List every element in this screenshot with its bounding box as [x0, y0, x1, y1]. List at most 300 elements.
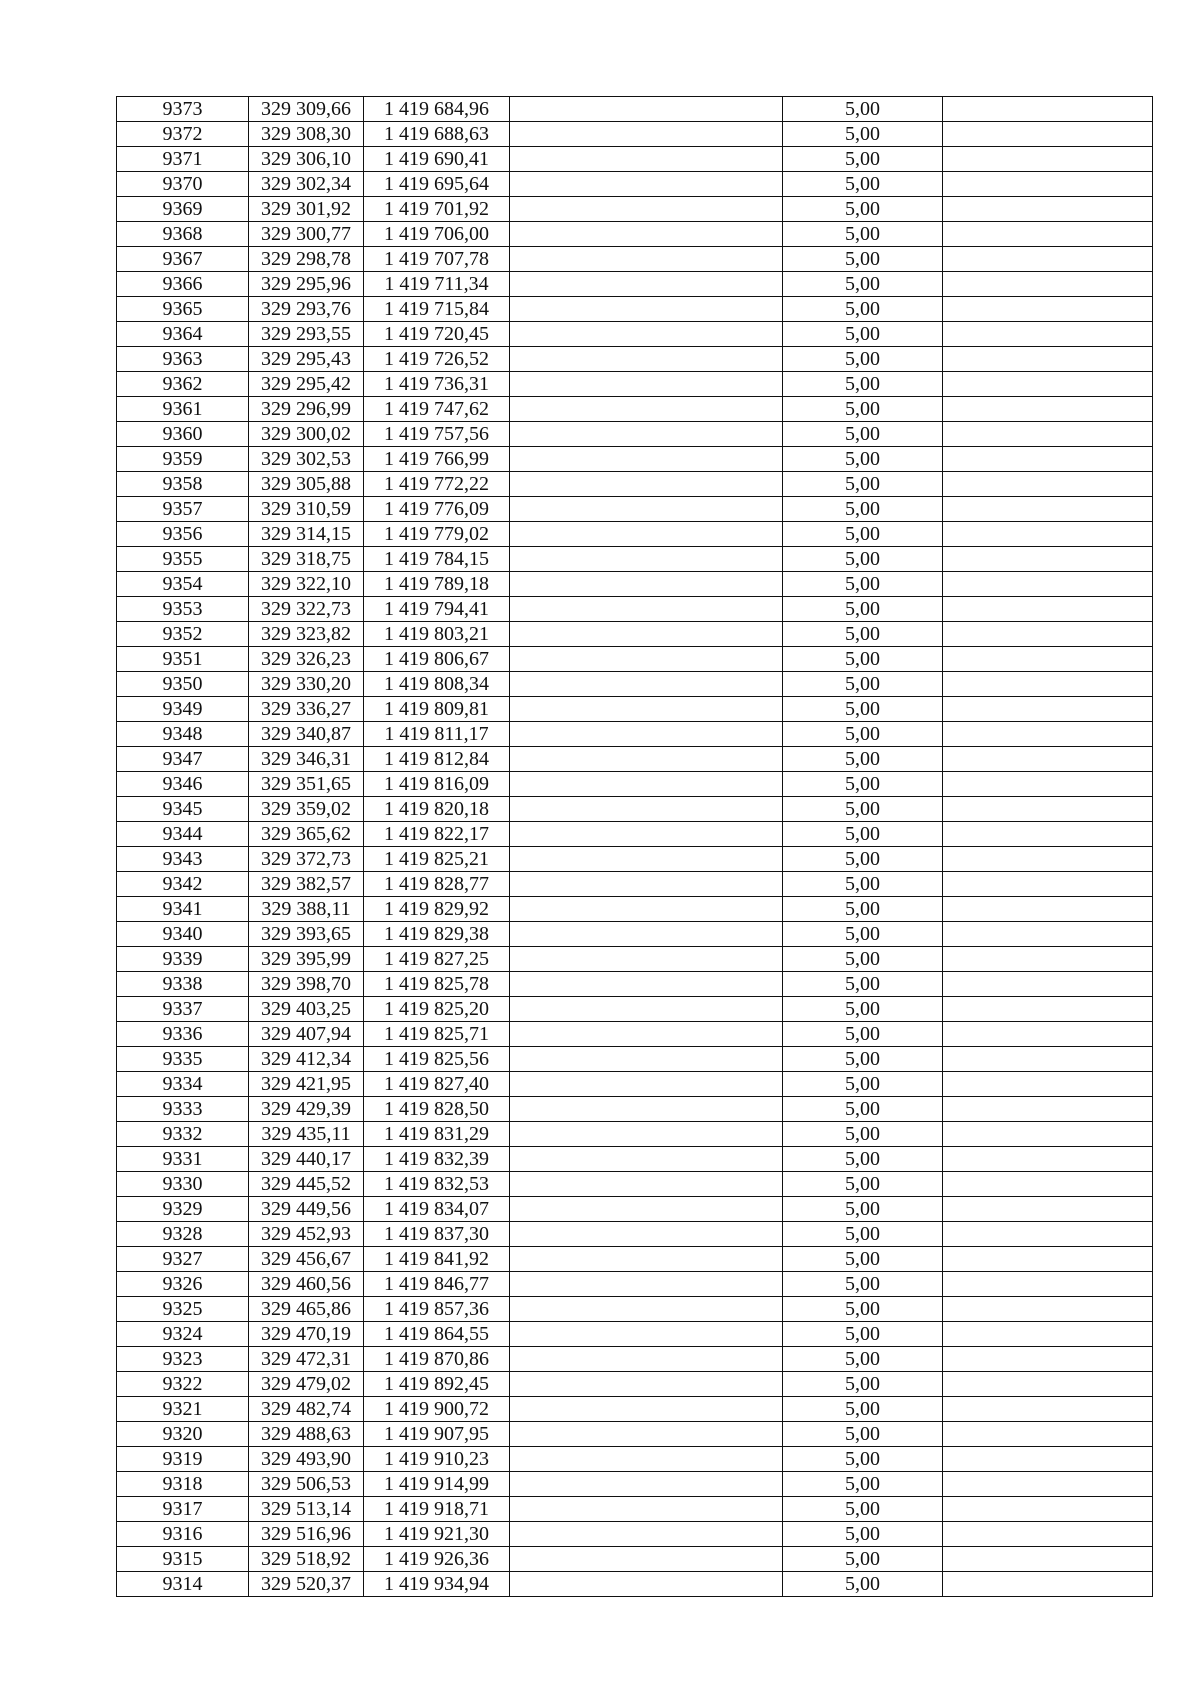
x-coordinate-cell: 329 493,90 [249, 1447, 364, 1472]
table-row [117, 97, 1153, 122]
empty-cell [510, 1422, 783, 1447]
table-row [117, 1097, 1153, 1122]
x-coordinate-cell: 329 407,94 [249, 1022, 364, 1047]
empty-cell [510, 622, 783, 647]
point-number-cell: 9316 [117, 1522, 249, 1547]
value-cell: 5,00 [783, 1222, 943, 1247]
empty-cell [510, 1247, 783, 1272]
y-coordinate-cell: 1 419 808,34 [364, 672, 510, 697]
table-row [117, 1047, 1153, 1072]
value-cell: 5,00 [783, 397, 943, 422]
table-row [117, 1397, 1153, 1422]
value-cell: 5,00 [783, 497, 943, 522]
empty-cell [510, 1197, 783, 1222]
table-row [117, 1222, 1153, 1247]
point-number-cell: 9337 [117, 997, 249, 1022]
value-cell: 5,00 [783, 1572, 943, 1597]
x-coordinate-cell: 329 300,77 [249, 222, 364, 247]
empty-cell [943, 1022, 1153, 1047]
x-coordinate-cell: 329 398,70 [249, 972, 364, 997]
y-coordinate-cell: 1 419 907,95 [364, 1422, 510, 1447]
y-coordinate-cell: 1 419 870,86 [364, 1347, 510, 1372]
empty-cell [943, 1197, 1153, 1222]
empty-cell [943, 1147, 1153, 1172]
table-row [117, 1272, 1153, 1297]
y-coordinate-cell: 1 419 690,41 [364, 147, 510, 172]
point-number-cell: 9341 [117, 897, 249, 922]
x-coordinate-cell: 329 449,56 [249, 1197, 364, 1222]
value-cell: 5,00 [783, 122, 943, 147]
y-coordinate-cell: 1 419 803,21 [364, 622, 510, 647]
empty-cell [510, 1547, 783, 1572]
empty-cell [943, 1072, 1153, 1097]
empty-cell [943, 297, 1153, 322]
x-coordinate-cell: 329 421,95 [249, 1072, 364, 1097]
y-coordinate-cell: 1 419 806,67 [364, 647, 510, 672]
y-coordinate-cell: 1 419 829,38 [364, 922, 510, 947]
point-number-cell: 9329 [117, 1197, 249, 1222]
empty-cell [943, 422, 1153, 447]
value-cell: 5,00 [783, 672, 943, 697]
point-number-cell: 9362 [117, 372, 249, 397]
value-cell: 5,00 [783, 772, 943, 797]
empty-cell [943, 797, 1153, 822]
value-cell: 5,00 [783, 1247, 943, 1272]
table-row [117, 897, 1153, 922]
x-coordinate-cell: 329 513,14 [249, 1497, 364, 1522]
point-number-cell: 9349 [117, 697, 249, 722]
y-coordinate-cell: 1 419 776,09 [364, 497, 510, 522]
empty-cell [510, 1472, 783, 1497]
empty-cell [510, 647, 783, 672]
point-number-cell: 9352 [117, 622, 249, 647]
x-coordinate-cell: 329 340,87 [249, 722, 364, 747]
x-coordinate-cell: 329 445,52 [249, 1172, 364, 1197]
y-coordinate-cell: 1 419 820,18 [364, 797, 510, 822]
value-cell: 5,00 [783, 572, 943, 597]
value-cell: 5,00 [783, 897, 943, 922]
x-coordinate-cell: 329 393,65 [249, 922, 364, 947]
table-row [117, 1322, 1153, 1347]
x-coordinate-cell: 329 305,88 [249, 472, 364, 497]
table-row [117, 647, 1153, 672]
table-row [117, 1247, 1153, 1272]
value-cell: 5,00 [783, 922, 943, 947]
x-coordinate-cell: 329 403,25 [249, 997, 364, 1022]
x-coordinate-cell: 329 440,17 [249, 1147, 364, 1172]
point-number-cell: 9358 [117, 472, 249, 497]
empty-cell [510, 1522, 783, 1547]
table-row [117, 222, 1153, 247]
x-coordinate-cell: 329 488,63 [249, 1422, 364, 1447]
table-row [117, 1022, 1153, 1047]
value-cell: 5,00 [783, 1172, 943, 1197]
empty-cell [510, 272, 783, 297]
y-coordinate-cell: 1 419 828,50 [364, 1097, 510, 1122]
value-cell: 5,00 [783, 247, 943, 272]
empty-cell [510, 347, 783, 372]
value-cell: 5,00 [783, 872, 943, 897]
table-row [117, 147, 1153, 172]
x-coordinate-cell: 329 435,11 [249, 1122, 364, 1147]
table-row [117, 472, 1153, 497]
empty-cell [943, 497, 1153, 522]
y-coordinate-cell: 1 419 857,36 [364, 1297, 510, 1322]
empty-cell [943, 822, 1153, 847]
empty-cell [943, 1247, 1153, 1272]
value-cell: 5,00 [783, 847, 943, 872]
empty-cell [943, 1372, 1153, 1397]
x-coordinate-cell: 329 351,65 [249, 772, 364, 797]
value-cell: 5,00 [783, 1022, 943, 1047]
x-coordinate-cell: 329 429,39 [249, 1097, 364, 1122]
empty-cell [510, 847, 783, 872]
table-row [117, 522, 1153, 547]
empty-cell [943, 572, 1153, 597]
table-row [117, 1297, 1153, 1322]
empty-cell [943, 172, 1153, 197]
value-cell: 5,00 [783, 1522, 943, 1547]
empty-cell [943, 472, 1153, 497]
empty-cell [943, 1497, 1153, 1522]
value-cell: 5,00 [783, 422, 943, 447]
empty-cell [510, 222, 783, 247]
x-coordinate-cell: 329 516,96 [249, 1522, 364, 1547]
empty-cell [943, 372, 1153, 397]
point-number-cell: 9346 [117, 772, 249, 797]
value-cell: 5,00 [783, 547, 943, 572]
point-number-cell: 9359 [117, 447, 249, 472]
y-coordinate-cell: 1 419 831,29 [364, 1122, 510, 1147]
table-row [117, 697, 1153, 722]
y-coordinate-cell: 1 419 846,77 [364, 1272, 510, 1297]
x-coordinate-cell: 329 322,73 [249, 597, 364, 622]
table-row [117, 722, 1153, 747]
x-coordinate-cell: 329 388,11 [249, 897, 364, 922]
value-cell: 5,00 [783, 347, 943, 372]
empty-cell [510, 1047, 783, 1072]
value-cell: 5,00 [783, 647, 943, 672]
x-coordinate-cell: 329 472,31 [249, 1347, 364, 1372]
value-cell: 5,00 [783, 372, 943, 397]
coordinates-table-body [117, 97, 1153, 1597]
empty-cell [510, 372, 783, 397]
empty-cell [510, 1347, 783, 1372]
empty-cell [943, 922, 1153, 947]
x-coordinate-cell: 329 302,34 [249, 172, 364, 197]
table-row [117, 122, 1153, 147]
empty-cell [510, 197, 783, 222]
x-coordinate-cell: 329 518,92 [249, 1547, 364, 1572]
point-number-cell: 9332 [117, 1122, 249, 1147]
y-coordinate-cell: 1 419 864,55 [364, 1322, 510, 1347]
y-coordinate-cell: 1 419 837,30 [364, 1222, 510, 1247]
table-row [117, 1472, 1153, 1497]
y-coordinate-cell: 1 419 900,72 [364, 1397, 510, 1422]
empty-cell [943, 722, 1153, 747]
point-number-cell: 9356 [117, 522, 249, 547]
x-coordinate-cell: 329 460,56 [249, 1272, 364, 1297]
empty-cell [510, 322, 783, 347]
empty-cell [510, 1297, 783, 1322]
table-row [117, 347, 1153, 372]
table-row [117, 1422, 1153, 1447]
point-number-cell: 9353 [117, 597, 249, 622]
empty-cell [943, 1422, 1153, 1447]
point-number-cell: 9321 [117, 1397, 249, 1422]
empty-cell [943, 1397, 1153, 1422]
table-row [117, 1172, 1153, 1197]
point-number-cell: 9363 [117, 347, 249, 372]
empty-cell [510, 397, 783, 422]
empty-cell [510, 1272, 783, 1297]
empty-cell [510, 297, 783, 322]
empty-cell [943, 122, 1153, 147]
y-coordinate-cell: 1 419 816,09 [364, 772, 510, 797]
value-cell: 5,00 [783, 1347, 943, 1372]
value-cell: 5,00 [783, 97, 943, 122]
point-number-cell: 9351 [117, 647, 249, 672]
x-coordinate-cell: 329 300,02 [249, 422, 364, 447]
y-coordinate-cell: 1 419 918,71 [364, 1497, 510, 1522]
y-coordinate-cell: 1 419 892,45 [364, 1372, 510, 1397]
y-coordinate-cell: 1 419 910,23 [364, 1447, 510, 1472]
point-number-cell: 9330 [117, 1172, 249, 1197]
empty-cell [510, 1322, 783, 1347]
point-number-cell: 9344 [117, 822, 249, 847]
value-cell: 5,00 [783, 622, 943, 647]
value-cell: 5,00 [783, 1447, 943, 1472]
empty-cell [510, 947, 783, 972]
empty-cell [943, 1547, 1153, 1572]
x-coordinate-cell: 329 346,31 [249, 747, 364, 772]
point-number-cell: 9315 [117, 1547, 249, 1572]
empty-cell [510, 697, 783, 722]
empty-cell [943, 247, 1153, 272]
value-cell: 5,00 [783, 1372, 943, 1397]
x-coordinate-cell: 329 456,67 [249, 1247, 364, 1272]
empty-cell [510, 547, 783, 572]
y-coordinate-cell: 1 419 688,63 [364, 122, 510, 147]
point-number-cell: 9324 [117, 1322, 249, 1347]
table-row [117, 1572, 1153, 1597]
table-row [117, 1447, 1153, 1472]
empty-cell [510, 122, 783, 147]
point-number-cell: 9366 [117, 272, 249, 297]
empty-cell [943, 1122, 1153, 1147]
table-row [117, 1497, 1153, 1522]
y-coordinate-cell: 1 419 832,53 [364, 1172, 510, 1197]
value-cell: 5,00 [783, 472, 943, 497]
table-row [117, 822, 1153, 847]
empty-cell [943, 597, 1153, 622]
point-number-cell: 9339 [117, 947, 249, 972]
empty-cell [943, 272, 1153, 297]
table-row [117, 972, 1153, 997]
empty-cell [510, 772, 783, 797]
x-coordinate-cell: 329 470,19 [249, 1322, 364, 1347]
empty-cell [510, 1397, 783, 1422]
empty-cell [943, 322, 1153, 347]
x-coordinate-cell: 329 479,02 [249, 1372, 364, 1397]
y-coordinate-cell: 1 419 784,15 [364, 547, 510, 572]
table-row [117, 1122, 1153, 1147]
coordinates-table [116, 96, 1153, 1597]
y-coordinate-cell: 1 419 706,00 [364, 222, 510, 247]
empty-cell [943, 872, 1153, 897]
x-coordinate-cell: 329 309,66 [249, 97, 364, 122]
x-coordinate-cell: 329 293,76 [249, 297, 364, 322]
empty-cell [943, 1347, 1153, 1372]
empty-cell [510, 1022, 783, 1047]
empty-cell [510, 972, 783, 997]
empty-cell [510, 822, 783, 847]
table-row [117, 997, 1153, 1022]
y-coordinate-cell: 1 419 772,22 [364, 472, 510, 497]
empty-cell [510, 147, 783, 172]
x-coordinate-cell: 329 302,53 [249, 447, 364, 472]
y-coordinate-cell: 1 419 707,78 [364, 247, 510, 272]
table-row [117, 672, 1153, 697]
empty-cell [943, 997, 1153, 1022]
empty-cell [510, 572, 783, 597]
x-coordinate-cell: 329 365,62 [249, 822, 364, 847]
empty-cell [510, 1372, 783, 1397]
table-row [117, 1072, 1153, 1097]
table-row [117, 547, 1153, 572]
empty-cell [510, 672, 783, 697]
empty-cell [943, 1447, 1153, 1472]
value-cell: 5,00 [783, 447, 943, 472]
empty-cell [943, 1572, 1153, 1597]
empty-cell [943, 972, 1153, 997]
point-number-cell: 9326 [117, 1272, 249, 1297]
value-cell: 5,00 [783, 747, 943, 772]
value-cell: 5,00 [783, 1197, 943, 1222]
value-cell: 5,00 [783, 1472, 943, 1497]
empty-cell [510, 172, 783, 197]
empty-cell [943, 1472, 1153, 1497]
y-coordinate-cell: 1 419 828,77 [364, 872, 510, 897]
value-cell: 5,00 [783, 997, 943, 1022]
point-number-cell: 9372 [117, 122, 249, 147]
empty-cell [943, 397, 1153, 422]
table-row [117, 1197, 1153, 1222]
empty-cell [943, 697, 1153, 722]
x-coordinate-cell: 329 465,86 [249, 1297, 364, 1322]
empty-cell [510, 1072, 783, 1097]
x-coordinate-cell: 329 359,02 [249, 797, 364, 822]
value-cell: 5,00 [783, 822, 943, 847]
table-row [117, 272, 1153, 297]
empty-cell [510, 97, 783, 122]
point-number-cell: 9357 [117, 497, 249, 522]
value-cell: 5,00 [783, 1272, 943, 1297]
empty-cell [510, 1147, 783, 1172]
point-number-cell: 9342 [117, 872, 249, 897]
x-coordinate-cell: 329 295,43 [249, 347, 364, 372]
x-coordinate-cell: 329 520,37 [249, 1572, 364, 1597]
empty-cell [510, 722, 783, 747]
point-number-cell: 9327 [117, 1247, 249, 1272]
empty-cell [943, 197, 1153, 222]
table-row [117, 297, 1153, 322]
y-coordinate-cell: 1 419 789,18 [364, 572, 510, 597]
y-coordinate-cell: 1 419 825,21 [364, 847, 510, 872]
x-coordinate-cell: 329 412,34 [249, 1047, 364, 1072]
y-coordinate-cell: 1 419 695,64 [364, 172, 510, 197]
y-coordinate-cell: 1 419 825,20 [364, 997, 510, 1022]
table-row [117, 197, 1153, 222]
point-number-cell: 9360 [117, 422, 249, 447]
x-coordinate-cell: 329 323,82 [249, 622, 364, 647]
x-coordinate-cell: 329 295,42 [249, 372, 364, 397]
table-row [117, 372, 1153, 397]
value-cell: 5,00 [783, 197, 943, 222]
table-row [117, 597, 1153, 622]
empty-cell [510, 1222, 783, 1247]
table-row [117, 572, 1153, 597]
y-coordinate-cell: 1 419 829,92 [364, 897, 510, 922]
value-cell: 5,00 [783, 697, 943, 722]
empty-cell [943, 772, 1153, 797]
y-coordinate-cell: 1 419 779,02 [364, 522, 510, 547]
x-coordinate-cell: 329 298,78 [249, 247, 364, 272]
empty-cell [510, 897, 783, 922]
empty-cell [510, 1097, 783, 1122]
point-number-cell: 9318 [117, 1472, 249, 1497]
point-number-cell: 9340 [117, 922, 249, 947]
empty-cell [510, 447, 783, 472]
empty-cell [943, 147, 1153, 172]
y-coordinate-cell: 1 419 926,36 [364, 1547, 510, 1572]
empty-cell [943, 1172, 1153, 1197]
point-number-cell: 9348 [117, 722, 249, 747]
x-coordinate-cell: 329 318,75 [249, 547, 364, 572]
y-coordinate-cell: 1 419 809,81 [364, 697, 510, 722]
empty-cell [943, 1322, 1153, 1347]
empty-cell [510, 747, 783, 772]
empty-cell [943, 447, 1153, 472]
point-number-cell: 9331 [117, 1147, 249, 1172]
point-number-cell: 9354 [117, 572, 249, 597]
table-row [117, 1547, 1153, 1572]
point-number-cell: 9334 [117, 1072, 249, 1097]
empty-cell [510, 797, 783, 822]
y-coordinate-cell: 1 419 841,92 [364, 1247, 510, 1272]
value-cell: 5,00 [783, 522, 943, 547]
y-coordinate-cell: 1 419 827,25 [364, 947, 510, 972]
x-coordinate-cell: 329 326,23 [249, 647, 364, 672]
y-coordinate-cell: 1 419 747,62 [364, 397, 510, 422]
empty-cell [943, 847, 1153, 872]
empty-cell [943, 97, 1153, 122]
point-number-cell: 9373 [117, 97, 249, 122]
point-number-cell: 9320 [117, 1422, 249, 1447]
empty-cell [510, 522, 783, 547]
table-row [117, 322, 1153, 347]
y-coordinate-cell: 1 419 825,56 [364, 1047, 510, 1072]
value-cell: 5,00 [783, 322, 943, 347]
y-coordinate-cell: 1 419 711,34 [364, 272, 510, 297]
y-coordinate-cell: 1 419 811,17 [364, 722, 510, 747]
point-number-cell: 9317 [117, 1497, 249, 1522]
value-cell: 5,00 [783, 597, 943, 622]
empty-cell [943, 747, 1153, 772]
x-coordinate-cell: 329 293,55 [249, 322, 364, 347]
empty-cell [943, 1047, 1153, 1072]
point-number-cell: 9355 [117, 547, 249, 572]
